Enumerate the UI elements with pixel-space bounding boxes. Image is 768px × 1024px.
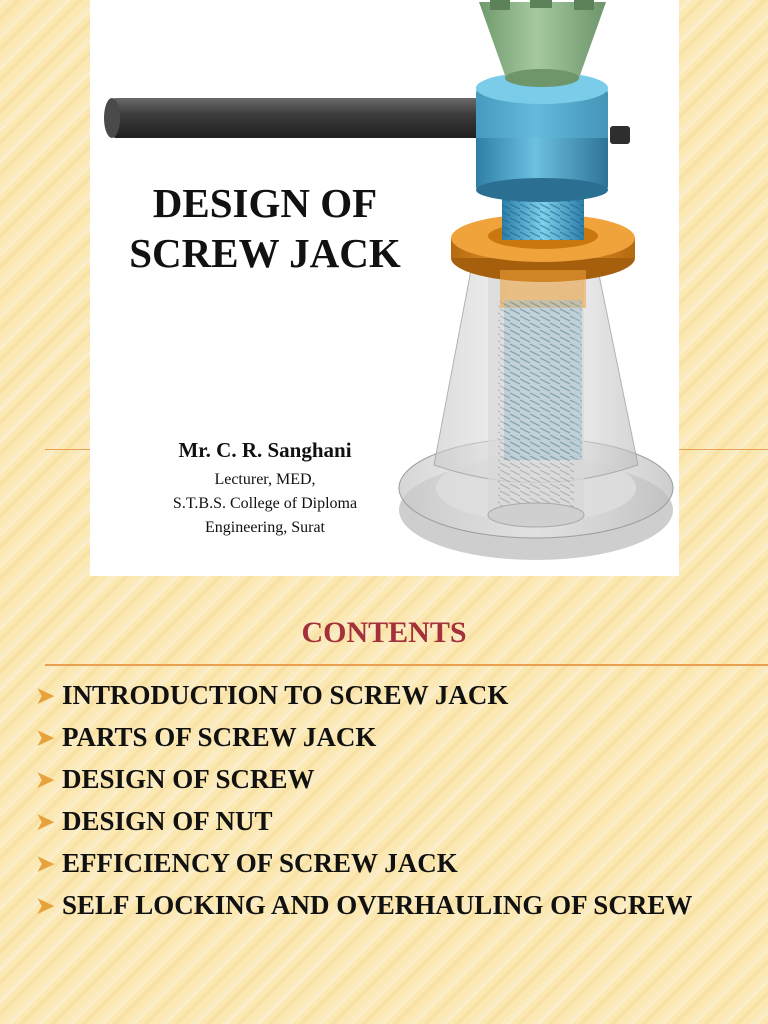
jack-head [476, 72, 608, 202]
arrow-bullet-icon: ➤ [36, 683, 55, 708]
author-block [90, 436, 440, 540]
contents-slide [0, 588, 768, 1024]
arrow-bullet-icon: ➤ [36, 809, 55, 834]
arrow-bullet-icon: ➤ [36, 851, 55, 876]
list-item [36, 762, 736, 797]
author-name: Mr. C. R. Sanghani [178, 438, 352, 462]
list-item [36, 804, 736, 839]
list-item-text: PARTS OF SCREW JACK [62, 722, 377, 752]
author-institution-line-1: S.T.B.S. College of Diploma [172, 495, 358, 512]
presentation-title [90, 178, 440, 278]
contents-heading: CONTENTS [301, 616, 467, 649]
arrow-bullet-icon: ➤ [36, 893, 55, 918]
arrow-bullet-icon: ➤ [36, 725, 55, 750]
list-item-text: DESIGN OF NUT [62, 806, 273, 836]
title-card [90, 0, 679, 576]
contents-divider-line [45, 664, 768, 666]
list-item [36, 720, 736, 755]
list-item-text: SELF LOCKING AND OVERHAULING OF SCREW [62, 890, 693, 920]
list-item [36, 678, 736, 713]
title-line-1: DESIGN OF [152, 180, 378, 226]
author-role: Lecturer, MED, [214, 471, 316, 488]
jack-screw [502, 188, 584, 460]
contents-list [36, 678, 736, 930]
jack-cup [479, 0, 606, 87]
list-item-text: DESIGN OF SCREW [62, 764, 315, 794]
list-item-text: INTRODUCTION TO SCREW JACK [62, 680, 509, 710]
list-item [36, 846, 736, 881]
arrow-bullet-icon: ➤ [36, 767, 55, 792]
title-line-2: SCREW JACK [129, 230, 401, 276]
list-item [36, 888, 736, 923]
author-institution-line-2: Engineering, Surat [205, 519, 325, 536]
list-item-text: EFFICIENCY OF SCREW JACK [62, 848, 458, 878]
